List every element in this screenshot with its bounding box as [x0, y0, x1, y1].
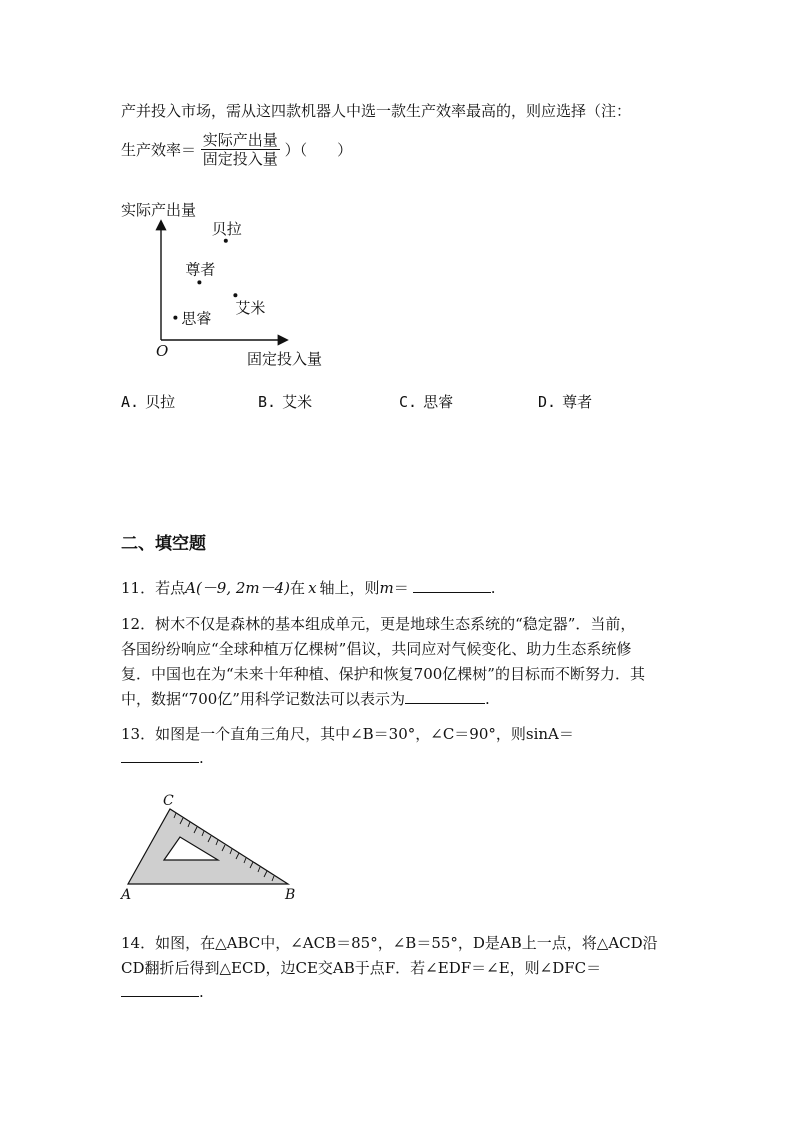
formula-lhs: 生产效率＝ — [121, 141, 197, 159]
formula-denominator: 固定投入量 — [202, 150, 278, 168]
scatter-point-label: 艾米 — [235, 299, 266, 318]
q13-line2: . — [121, 748, 204, 767]
q10-formula — [121, 131, 352, 168]
q14-line1: 14．如图，在△ABC中，∠ACB＝85°，∠B＝55°，D是AB上一点，将△ACD沿 — [121, 934, 658, 952]
formula-numerator: 实际产出量 — [202, 131, 278, 149]
formula-fraction — [201, 131, 280, 168]
q12-line2: 各国纷纷响应“全球种植万亿棵树”倡议，共同应对气候变化、助力生态系统修 — [121, 640, 632, 658]
q11: 11．若点A(－9, 2m－4)在 x 轴上，则m＝ . — [121, 579, 496, 597]
option-c[interactable]: C. 思睿 — [399, 393, 454, 411]
y-axis-label: 实际产出量 — [121, 201, 197, 219]
label-c: C — [163, 793, 174, 809]
option-a[interactable]: A. 贝拉 — [121, 393, 176, 411]
q13-line1: 13．如图是一个直角三角尺，其中∠B＝30°，∠C＝90°，则sinA＝ — [121, 725, 574, 743]
q14-line2: CD翻折后得到△ECD，边CE交AB于点F．若∠EDF＝∠E，则∠DFC＝ — [121, 959, 602, 977]
q11-answer-blank[interactable] — [413, 578, 491, 593]
label-a: A — [121, 887, 132, 903]
scatter-point-label: 贝拉 — [211, 219, 242, 238]
scatter-point-label: 尊者 — [185, 260, 216, 279]
points-layer — [173, 220, 265, 328]
scatter-point — [197, 280, 201, 284]
q11-point: A(－9, 2m－4) — [185, 579, 291, 597]
label-b: B — [285, 887, 296, 903]
q14-line3: . — [121, 982, 204, 1001]
origin-label: O — [156, 342, 169, 360]
scatter-point-label: 思睿 — [181, 309, 212, 328]
triangle-ruler-figure — [118, 790, 308, 905]
option-b[interactable]: B. 艾米 — [258, 393, 313, 411]
section-title: 二、填空题 — [121, 534, 206, 554]
scatter-chart — [118, 198, 348, 370]
q12-line4: 中，数据“700亿”用科学记数法可以表示为 . — [121, 690, 490, 708]
q12-answer-blank[interactable] — [405, 689, 485, 704]
x-axis-label: 固定投入量 — [247, 350, 323, 368]
q12-line3: 复．中国也在为“未来十年种植、保护和恢复700亿棵树”的目标而不断努力．其 — [121, 665, 645, 683]
q10-stem-line1: 产并投入市场，需从这四款机器人中选一款生产效率最高的，则应选择（注： — [121, 102, 632, 120]
q13-answer-blank[interactable] — [121, 748, 199, 763]
scatter-point — [233, 293, 237, 297]
option-d[interactable]: D. 尊者 — [538, 393, 593, 411]
q14-answer-blank[interactable] — [121, 982, 199, 997]
scatter-point — [224, 239, 228, 243]
formula-tail: ）（ ） — [284, 141, 353, 159]
q12-line1: 12．树木不仅是森林的基本组成单元，更是地球生态系统的“稳定器”．当前， — [121, 615, 636, 633]
ruler-outer — [128, 809, 288, 884]
scatter-point — [173, 316, 177, 320]
